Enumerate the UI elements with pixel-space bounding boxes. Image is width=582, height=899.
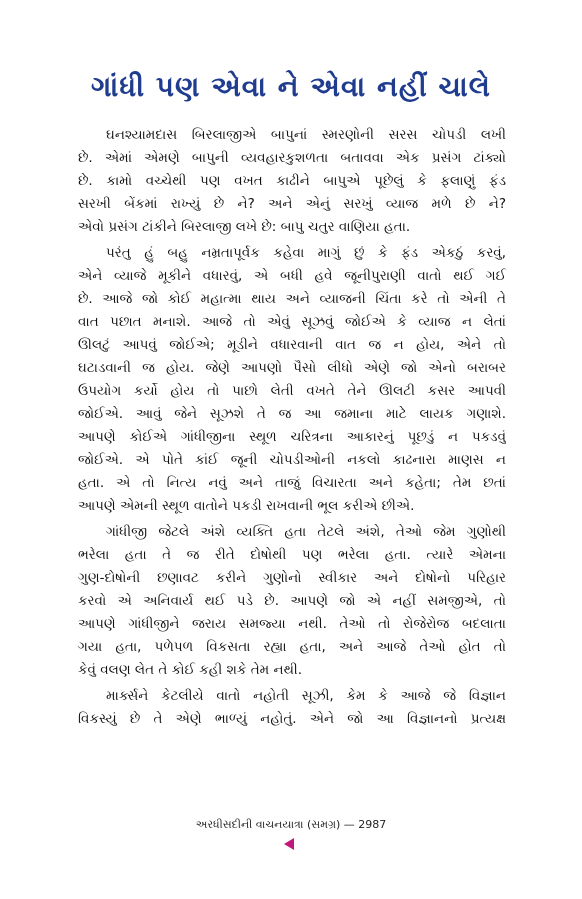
text-line: જોઈએ. આવું જેને સૂઝશે તે જ આ જમાના માટે લાયક ગણાશે. bbox=[78, 406, 506, 422]
text-line: હતા. એ તો નિત્ય નવું અને તાજું વિચારતા અને કહેતા; તેમ છતાં bbox=[78, 475, 506, 491]
text-line: ભરેલા હતા તે જ રીતે દોષોથી પણ ભરેલા હતા. ત્યારે એમના bbox=[78, 547, 506, 563]
paragraph bbox=[78, 242, 506, 518]
text-line: આપણે એમની સ્થૂળ વાતોને પકડી રાખવાની ભૂલ કરીએ છીએ. bbox=[78, 498, 415, 514]
text-line: ઉપયોગ કર્યો હોય તો પાછો લેતી વખતે તેને ઊલટી કસર આપવી bbox=[78, 383, 506, 399]
text-line: ઊલટું આપવું જોઈએ; મૂડીને વધારવાની વાત જ ન હોય, એને તો bbox=[78, 337, 506, 353]
text-line: જોઈએ. એ પોતે કાંઈ જૂની ચોપડીઓની નકલો કાઢનારા માણસ ન bbox=[78, 452, 506, 468]
text-line: આપણે ગાંધીજીને જરાય સમજ્યા નથી. તેઓ તો રોજેરોજ બદલાતા bbox=[78, 616, 506, 632]
text-line: ગુણ-દોષોની છણાવટ કરીને ગુણોનો સ્વીકાર અને દોષોનો પરિહાર bbox=[78, 570, 506, 586]
text-line: એને વ્યાજે મૂકીને વધારવું, એ બધી હવે જૂનીપુરાણી વાતો થઈ ગઈ bbox=[78, 268, 506, 284]
paragraph bbox=[78, 521, 506, 682]
paragraph bbox=[78, 124, 506, 239]
text-line: ઘનશ્યામદાસ બિરલાજીએ બાપુનાં સ્મરણોની સરસ ચોપડી લખી bbox=[106, 127, 506, 143]
text-line: માર્ક્સને કેટલીયે વાતો નહોતી સૂઝી, કેમ કે આજે જે વિજ્ઞાન bbox=[106, 688, 506, 704]
text-line: ગાંધીજી જેટલે અંશે વ્યક્તિ હતા તેટલે અંશે, તેઓ જેમ ગુણોથી bbox=[106, 524, 506, 540]
text-line: કેવું વલણ લેત તે કોઈ કહી શકે તેમ નથી. bbox=[78, 662, 303, 678]
text-line: એવો પ્રસંગ ટાંકીને બિરલાજી લખે છે: બાપુ ચતુર વાણિયા હતા. bbox=[78, 219, 411, 235]
text-line: છે. કામો વચ્ચેથી પણ વખત કાઢીને બાપુએ પૂછેલું કે ફલાણું ફંડ bbox=[78, 173, 506, 189]
text-line: વિકસ્યું છે તે એણે ભાળ્યું નહોતું. એને જો આ વિજ્ઞાનનો પ્રત્યક્ષ bbox=[78, 711, 506, 727]
text-line: છે. એમાં એમણે બાપુની વ્યવહારકુશળતા બતાવવા એક પ્રસંગ ટાંક્યો bbox=[78, 150, 506, 166]
text-line: ગયા હતા, પળેપળ વિકસતા રહ્યા હતા, અને આજે તેઓ હોત તો bbox=[78, 639, 506, 655]
text-line: વાત પછાત મનાશે. આજે તો એવું સૂઝવું જોઈએ કે વ્યાજ ન લેતાં bbox=[78, 314, 506, 330]
text-line: સરખી બેંકમાં રાખ્યું છે ને? અને એનું સરખું વ્યાજ મળે છે ને? bbox=[78, 196, 506, 212]
previous-page-arrow-icon[interactable] bbox=[284, 838, 294, 850]
text-line: આપણે કોઈએ ગાંધીજીના સ્થૂળ ચરિત્રના આકારનું પૂછડું ન પકડવું bbox=[78, 429, 506, 445]
text-line: ઘટાડવાની જ હોય. જેણે આપણો પૈસો લીધો એણે જો એનો બરાબર bbox=[78, 360, 506, 376]
paragraph bbox=[78, 685, 506, 731]
text-line: છે. આજે જો કોઈ મહાત્મા થાય અને વ્યાજની ચિંતા કરે તો એની તે bbox=[78, 291, 506, 307]
chapter-title: ગાંધી પણ એવા ને એવા નહીં ચાલે bbox=[91, 70, 491, 103]
page-footer: અરધીસદીની વાચનયાત્રા (સમગ્ર) — 2987 bbox=[195, 818, 387, 831]
body-text bbox=[78, 124, 506, 734]
text-line: કરવો એ અનિવાર્ય થઈ પડે છે. આપણે જો એ નહીં સમજીએ, તો bbox=[78, 593, 506, 609]
text-line: પરંતુ હું બહુ નમ્રતાપૂર્વક કહેવા માગું છું કે ફંડ એકઠું કરવું, bbox=[106, 245, 506, 261]
